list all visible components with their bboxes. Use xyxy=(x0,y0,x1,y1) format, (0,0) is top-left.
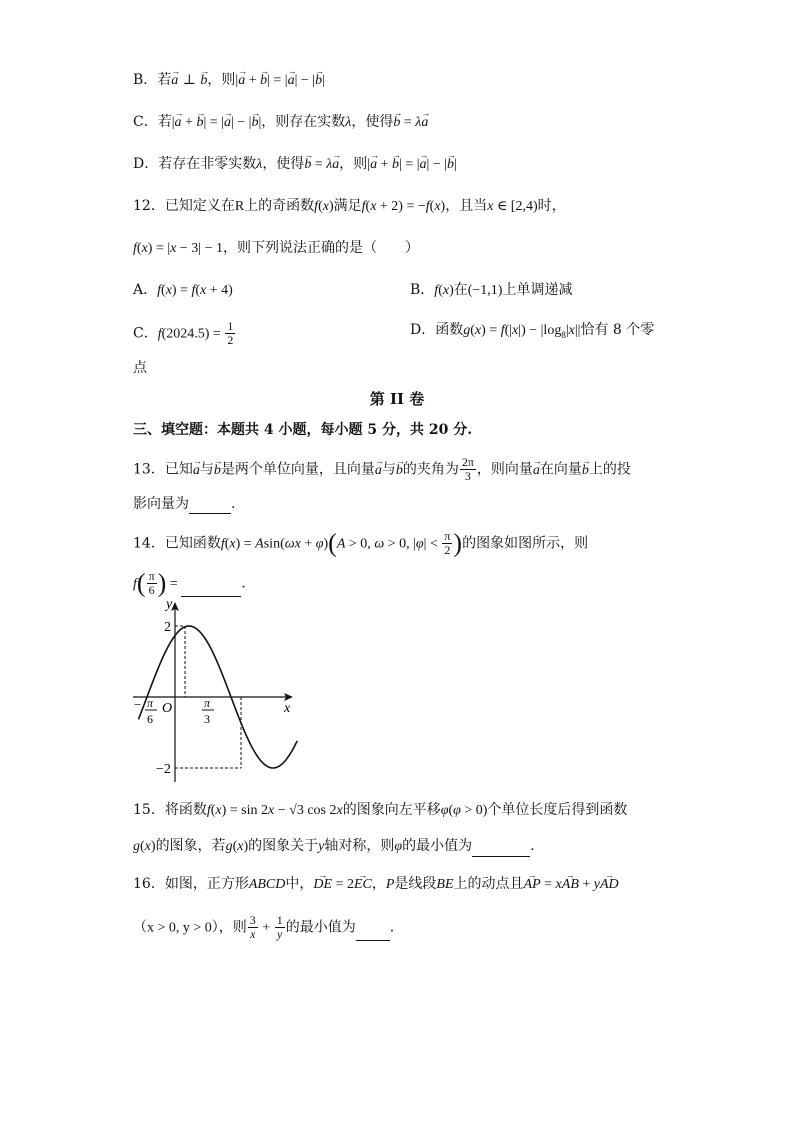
option-c-label: C．若 xyxy=(133,114,172,130)
q12-option-d: D．函数$g(x) = f(|x|) - |\log_8|x||$恰有 8 个零 xyxy=(410,322,655,340)
q13-c: 是两个单位向量，且向量 xyxy=(220,461,375,478)
section-title: 第 II 卷 xyxy=(369,390,425,408)
q16-line2b: ），则 xyxy=(211,919,247,936)
q16-end: . xyxy=(389,919,395,936)
q13-h: 上的投 xyxy=(588,461,631,478)
q16-point-p: P xyxy=(385,877,395,892)
section-heading: 三、填空题：本题共 4 小题，每小题 5 分，共 20 分. xyxy=(133,422,473,438)
q12-option-d-wrap: 点 xyxy=(133,360,147,376)
question-12-line1: 12．已知定义在R上的奇函数f(x)满足f(x + 2) = −f(x)，且当x ∈ [2,4)时， xyxy=(133,198,566,214)
q12-intro: 12．已知定义在 xyxy=(133,198,235,214)
q13-d: 与 xyxy=(381,461,396,478)
q16-c: ， xyxy=(371,876,386,892)
q12-t1: 上的奇函数 xyxy=(244,198,315,214)
option-c-mid: ，则存在实数 xyxy=(261,114,346,130)
question-13-line2 xyxy=(133,494,235,514)
q13-a: 13．已知 xyxy=(133,461,193,478)
answer-blank-13[interactable] xyxy=(189,499,231,514)
option-d: D．若存在非零实数λ，使得→ b = λ→ a，则|→ a + → b| = |→ a| − |→ b| xyxy=(133,154,457,175)
q13-e: 的夹角为 xyxy=(402,461,459,478)
q12-t3: ，且当 xyxy=(445,198,488,214)
option-b-then: ，则 xyxy=(207,72,236,88)
q16-b: 中， xyxy=(285,876,314,892)
answer-blank-14[interactable] xyxy=(181,582,241,597)
q15-end: . xyxy=(530,838,535,854)
q12-option-a: A．f(x) = f(x + 4) xyxy=(133,282,233,298)
q15-line2a: 的图象，若 xyxy=(155,838,226,854)
tick-right-den: 3 xyxy=(204,712,210,726)
option-c-tail: ，使得 xyxy=(351,114,394,130)
option-d-then: ，则 xyxy=(339,156,368,172)
q14-b: 的图象如图所示，则 xyxy=(462,535,589,552)
q16-line2c: 的最小值为 xyxy=(285,919,356,936)
y-min-label: −2 xyxy=(156,762,171,777)
option-c: C．若|→ a + → b| = |→ a| − |→ b|，则存在实数λ，使得→ b = λ→ a xyxy=(133,112,428,133)
q12-a-label: A． xyxy=(133,282,158,298)
q12-b-label: B． xyxy=(410,282,435,298)
q14-a: 14．已知函数 xyxy=(133,535,221,552)
q12-t4: 时， xyxy=(537,198,566,214)
option-d-mid: ，使得 xyxy=(262,156,305,172)
question-15-line1: 15．将函数f(x) = sin 2x − √3 cos 2x的图象向左平移φ(φ > 0)个单位长度后得到函数 xyxy=(133,802,628,818)
answer-blank-16[interactable] xyxy=(356,926,390,941)
q14-end: . xyxy=(241,575,246,592)
q12-t2: 满足 xyxy=(333,198,362,214)
q12-b-end: 上单调递减 xyxy=(502,282,573,298)
question-16-line2: （x > 0, y > 0），则 $\frac{3}{x}$ + $\frac{1}{y}$ 的最小值为 . xyxy=(133,913,395,941)
q15-a: 15．将函数 xyxy=(133,802,207,818)
q15-line2c: 轴对称，则 xyxy=(324,838,395,854)
origin-label: O xyxy=(162,701,173,716)
real-set-symbol: R xyxy=(234,199,245,214)
question-13-line1: 13．已知→ a与→ b是两个单位向量，且向量→ a与→ b的夹角为 $\frac{2\pi}{3}$ ，则向量→ a在向量→ b上的投 xyxy=(133,456,631,483)
q12-c-label: C． xyxy=(133,325,158,342)
option-b-label: B．若 xyxy=(133,72,172,88)
q12-b-interval: (−1,1) xyxy=(467,283,503,298)
q16-segment-be: BE xyxy=(436,877,454,892)
question-16-line1: 16．如图，正方形ABCD中，→ DE = 2→ EC，P是线段BE上的动点且→ AP = x→ AB + y→ AD xyxy=(133,874,619,895)
q16-square-name: ABCD xyxy=(248,877,286,892)
x-axis-label: x xyxy=(284,701,291,716)
q12-d-tail: 恰有 8 个零 xyxy=(580,322,655,338)
answer-blank-15[interactable] xyxy=(472,842,530,857)
tick-right-num: π xyxy=(204,696,211,710)
tick-left-num: π xyxy=(147,696,154,710)
question-12-line2: f(x) = |x − 3| − 1，则下列说法正确的是（ ） xyxy=(133,240,419,256)
tick-left-den: 6 xyxy=(147,712,153,726)
question-14-line1: 14．已知函数f(x) = Asin(ωx + φ)(A > 0, ω > 0, |φ| < $\frac{\pi}{2}$ )的图象如图所示，则 xyxy=(133,528,589,558)
option-d-label: D．若存在非零实数 xyxy=(133,156,257,172)
question-14-line2: f( $\frac{\pi}{6}$ ) = . xyxy=(133,568,246,598)
q13-b: 与 xyxy=(199,461,214,478)
q16-d: 是线段 xyxy=(394,876,437,892)
q15-line2b: 的图象关于 xyxy=(248,838,319,854)
q13-g: 在向量 xyxy=(539,461,582,478)
question-15-line2: g(x)的图象，若g(x)的图象关于y轴对称，则φ的最小值为 . xyxy=(133,836,535,857)
lambda-symbol: λ xyxy=(256,157,263,172)
q16-line2a: （ xyxy=(133,919,147,936)
tick-left-sign: − xyxy=(134,697,142,712)
q12-d-label: D．函数 xyxy=(410,322,464,338)
y-max-label: 2 xyxy=(164,620,171,635)
q15-b: 的图象向左平移 xyxy=(342,802,441,818)
q13-f: ，则向量 xyxy=(476,461,533,478)
q16-a: 16．如图，正方形 xyxy=(133,876,249,892)
q12-option-b: B．f(x)在(−1,1)上单调递减 xyxy=(410,282,573,298)
q12-option-c: C．f(2024.5) = $\frac{1}{2}$ xyxy=(133,319,234,347)
q15-line2d: 的最小值为 xyxy=(402,838,473,854)
q13-end: . xyxy=(231,496,236,512)
q12-line2-tail: ，则下列说法正确的是（ ） xyxy=(222,240,419,256)
q16-e: 上的动点且 xyxy=(453,876,524,892)
q16-condition: x > 0, y > 0 xyxy=(147,920,212,936)
q13-line2: 影向量为 xyxy=(133,496,189,512)
sine-graph xyxy=(128,596,308,786)
q15-c: 个单位长度后得到函数 xyxy=(487,802,628,818)
option-b: B．若→ a ⊥ → b，则|→ a + → b| = |→ a| − |→ b| xyxy=(133,70,325,91)
q12-b-tail: 在 xyxy=(453,282,468,298)
y-axis-label: y xyxy=(166,597,173,612)
lambda-symbol: λ xyxy=(345,115,352,130)
